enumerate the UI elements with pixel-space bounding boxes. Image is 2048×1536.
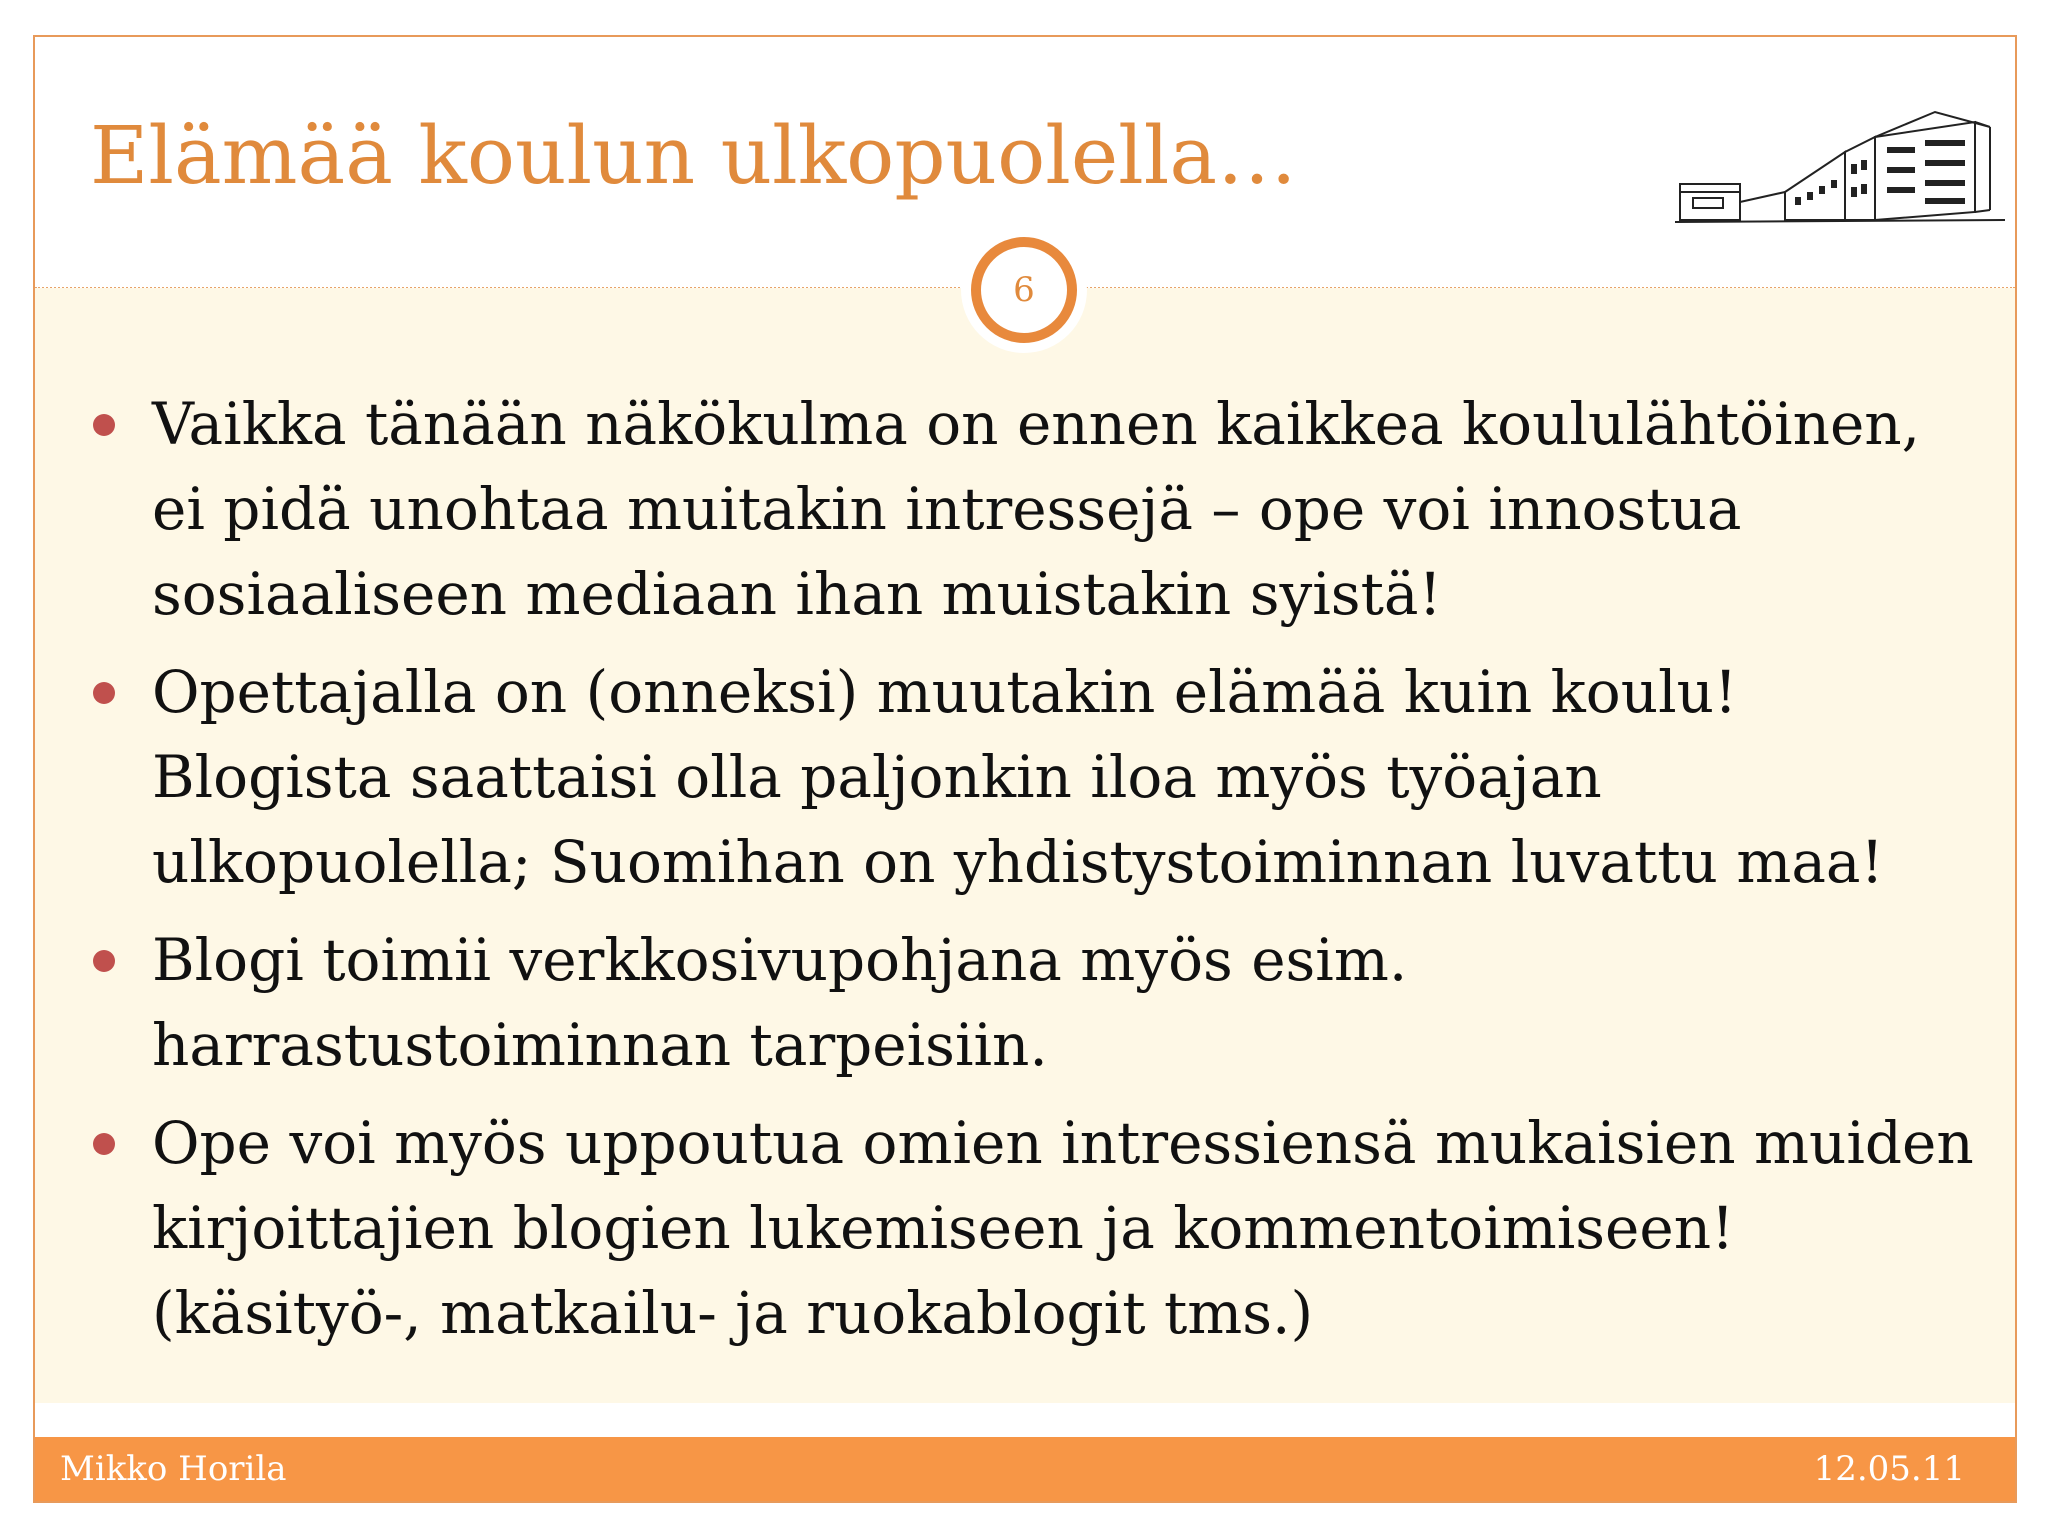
bullet-item <box>35 1101 2015 1356</box>
bullet-text: Vaikka tänään näkökulma on ennen kaikkea koululähtöinen, ei pidä unohtaa muitakin intressejä – ope voi innostua sosiaaliseen mediaan ihan muistakin syistä! <box>152 390 1921 628</box>
slide-title: Elämää koulun ulkopuolella… <box>90 109 1298 202</box>
bullet-dot-icon <box>93 682 115 704</box>
bullet-dot-icon <box>93 950 115 972</box>
page-number-badge: 6 <box>971 237 1077 343</box>
bullet-list <box>35 382 2015 1369</box>
footer-date: 12.05.11 <box>1813 1449 1965 1489</box>
school-building-sketch-icon <box>1675 92 2005 242</box>
footer-author: Mikko Horila <box>60 1449 287 1489</box>
bullet-item <box>35 918 2015 1088</box>
bullet-dot-icon <box>93 1133 115 1155</box>
bullet-text: Opettajalla on (onneksi) muutakin elämää kuin koulu! Blogista saattaisi olla paljonkin iloa myös työajan ulkopuolella; Suomihan on yhdistystoiminnan luvattu maa! <box>152 658 1884 896</box>
bullet-dot-icon <box>93 414 115 436</box>
footer-bar <box>35 1437 2015 1503</box>
bullet-text: Blogi toimii verkkosivupohjana myös esim. harrastustoiminnan tarpeisiin. <box>152 926 1408 1079</box>
bullet-item <box>35 650 2015 905</box>
bullet-item <box>35 382 2015 637</box>
bullet-text: Ope voi myös uppoutua omien intressiensä mukaisien muiden kirjoittajien blogien lukemiseen ja kommentoimiseen! (käsityö-, matkailu- ja ruokablogit tms.) <box>152 1109 1974 1347</box>
slide <box>33 35 2017 1503</box>
